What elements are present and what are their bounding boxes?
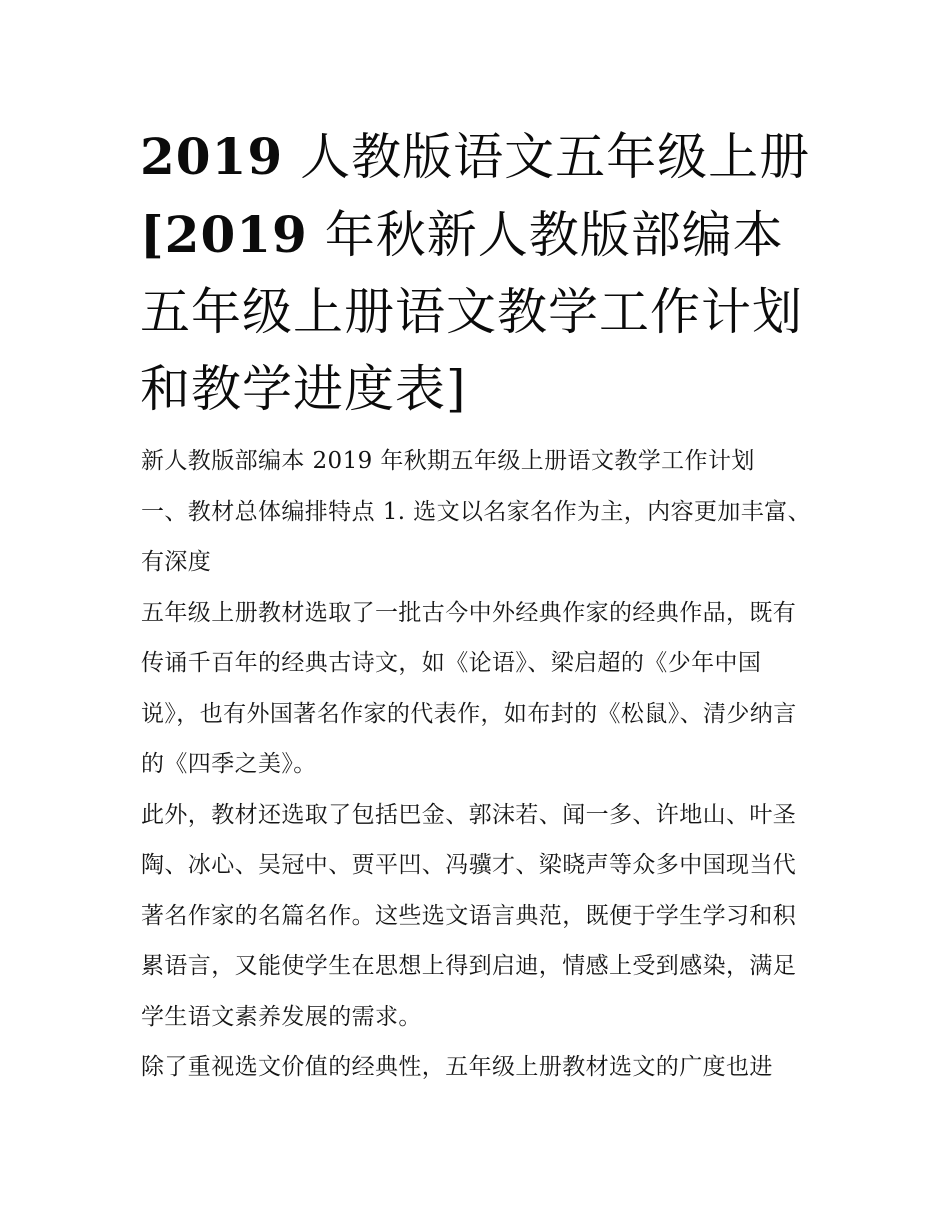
title-bracket-year: [2019 bbox=[140, 205, 308, 264]
paragraph-classic-works: 五年级上册教材选取了一批古今中外经典作家的经典作品，既有传诵千百年的经典古诗文，如《论语》、梁启超的《少年中国说》，也有外国著名作家的代表作，如布封的《松鼠》、清少纳言的《四季之美》。 bbox=[141, 599, 797, 777]
paragraph-breadth: 除了重视选文价值的经典性，五年级上册教材选文的广度也进 bbox=[141, 1054, 773, 1080]
title-text-part2: 年秋新人教版部编本五年级上册语文教学工作计划和教学进度表] bbox=[140, 206, 803, 418]
document-body bbox=[141, 436, 813, 1093]
paragraph-section-one: 一、教材总体编排特点 1. 选文以名家名作为主，内容更加丰富、有深度 bbox=[141, 498, 811, 575]
paragraph-plan-heading: 新人教版部编本 2019 年秋期五年级上册语文教学工作计划 bbox=[141, 448, 755, 474]
title-year: 2019 bbox=[140, 127, 284, 186]
paragraph-modern-authors: 此外，教材还选取了包括巴金、郭沫若、闻一多、许地山、叶圣陶、冰心、吴冠中、贾平凹、冯骥才、梁晓声等众多中国现当代著名作家的名篇名作。这些选文语言典范，既便于学生学习和积累语言，又能使学生在思想上得到启迪，情感上受到感染，满足学生语文素养发展的需求。 bbox=[141, 801, 797, 1030]
document-title bbox=[140, 118, 820, 428]
title-text-part1: 人教版语文五年级上册 bbox=[283, 128, 811, 186]
